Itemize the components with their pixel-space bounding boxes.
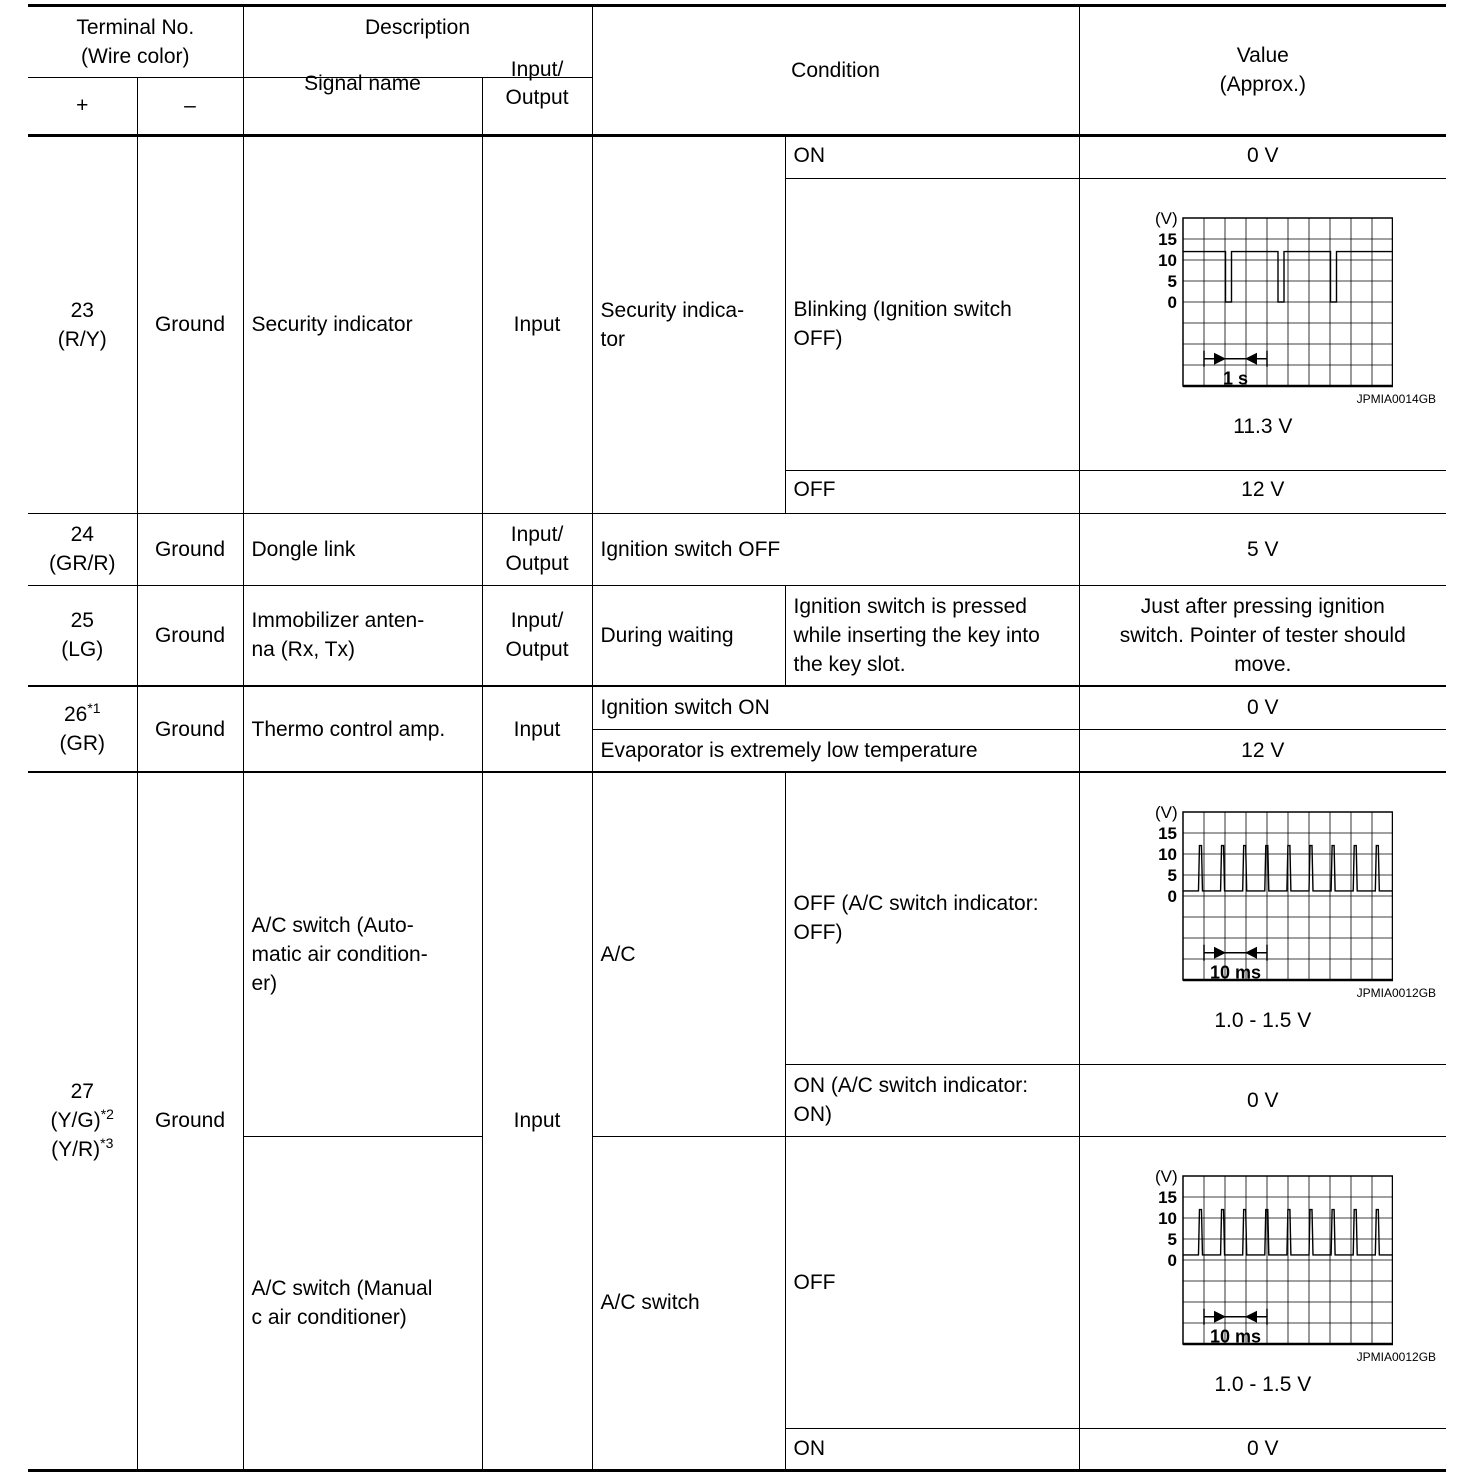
condition-text: Ignition switch OFF: [600, 537, 781, 561]
terminal-number: 25: [70, 609, 94, 633]
timebase-arrow-right: [1214, 946, 1226, 958]
condition-text-2: tor: [600, 327, 626, 351]
header-description-label: Description: [364, 16, 471, 39]
axis-unit: (V): [1154, 802, 1178, 822]
terminal-number: 24: [70, 523, 94, 546]
header-value-label: Value: [1236, 44, 1289, 68]
axis-unit: (V): [1154, 1166, 1178, 1186]
signal-name: Immobilizer anten-: [251, 609, 425, 633]
value-text: Just after pressing ignition: [1140, 594, 1385, 618]
axis-tick-label: 15: [1157, 1187, 1177, 1207]
header-io-label-2: Output: [505, 85, 569, 109]
value-text: 5 V: [1247, 537, 1279, 561]
cell-io: [482, 772, 592, 1470]
cell-terminal-23: [28, 135, 137, 513]
cell-value: [1079, 135, 1446, 178]
timebase-arrow-right: [1214, 1310, 1226, 1322]
sub-condition-on: ON: [793, 143, 826, 167]
terminal-number: 23: [70, 298, 94, 322]
value-auto-on: 0 V: [1247, 1088, 1279, 1112]
ground-label: Ground: [154, 623, 226, 647]
terminal-number: 27: [70, 1080, 94, 1104]
sub-condition-text-2: while inserting the key into: [793, 623, 1040, 647]
terminal-footnote: *1: [87, 700, 101, 716]
wire-color-text-2: (Y/R): [51, 1138, 101, 1162]
condition-text: Ignition switch ON: [600, 696, 770, 720]
io-label: Input/: [510, 523, 564, 546]
signal-name-3: er): [251, 971, 278, 995]
waveform-security: [1080, 208, 1447, 441]
cell-waveform-security: [1079, 178, 1446, 470]
cell-signal-name: [243, 135, 482, 513]
waveform-ac-manual: [1080, 1166, 1447, 1399]
axis-tick-label: 15: [1157, 823, 1177, 843]
cell-value-manual-on: [1079, 1428, 1446, 1470]
wire-color: (LG): [61, 638, 104, 662]
header-plus: [28, 78, 137, 136]
axis-tick-label: 10: [1157, 844, 1177, 864]
io-label: Input: [513, 717, 561, 741]
value-text: 12 V: [1241, 738, 1285, 762]
ground-label: Ground: [154, 313, 226, 336]
wire-footnote: *2: [100, 1106, 114, 1123]
cell-terminal-26: [28, 686, 137, 772]
cell-signal-name: [243, 585, 482, 686]
waveform-ac-auto-graph: [1133, 802, 1393, 992]
axis-tick-label: 0: [1167, 1250, 1177, 1270]
cell-condition: [592, 686, 1079, 729]
cell-sub-condition-off: [785, 470, 1079, 513]
cell-condition-2: [592, 729, 1079, 772]
condition-text: Security indica-: [600, 298, 745, 322]
cell-io: [482, 686, 592, 772]
signal-name: Dongle link: [251, 537, 356, 561]
cell-condition-auto: [592, 772, 785, 1136]
condition-text: A/C switch: [600, 1291, 700, 1314]
value-manual-off: 1.0 - 1.5 V: [1214, 1372, 1312, 1396]
cell-condition: [592, 135, 785, 513]
signal-name-2: c air conditioner): [251, 1305, 407, 1329]
cell-sub-condition: [785, 585, 1079, 686]
io-label: Input: [513, 313, 561, 336]
cell-sub-condition-auto-off: [785, 772, 1079, 1064]
sub-condition-text: OFF: [793, 1270, 836, 1294]
header-plus-label: +: [76, 94, 89, 117]
cell-ground: [137, 513, 243, 585]
signal-name-2: matic air condition-: [251, 942, 428, 966]
signal-name: Security indicator: [251, 313, 413, 336]
condition-text: Evaporator is extremely low temperature: [600, 738, 978, 762]
cell-sub-condition-auto-on: [785, 1064, 1079, 1136]
sub-condition-off: OFF: [793, 477, 836, 501]
timebase-arrow-left: [1245, 1310, 1257, 1322]
header-terminal-no: [28, 6, 243, 78]
cell-sub-condition-manual-off: [785, 1136, 1079, 1428]
timebase-arrow-left: [1245, 946, 1257, 958]
axis-tick-label: 10: [1157, 250, 1177, 270]
figure-id: JPMIA0012GB: [1356, 1349, 1437, 1364]
wire-color-text: (Y/G): [50, 1109, 101, 1133]
cell-condition-manual: [592, 1136, 785, 1470]
sub-condition-text-2: OFF): [793, 921, 843, 945]
figure-id: JPMIA0014GB: [1356, 391, 1437, 406]
cell-value-2: [1079, 729, 1446, 772]
cell-value: [1079, 585, 1446, 686]
signal-name: A/C switch (Manual: [251, 1276, 433, 1300]
signal-name: Thermo control amp.: [251, 717, 446, 741]
axis-tick-label: 10: [1157, 1208, 1177, 1228]
timebase-label: 1 s: [1222, 368, 1248, 389]
wire-footnote-2: *3: [100, 1135, 114, 1152]
sub-condition-blinking-2: OFF): [793, 327, 843, 350]
value-text-2: switch. Pointer of tester should: [1119, 623, 1406, 647]
cell-ground: [137, 135, 243, 513]
condition-text: A/C: [600, 942, 636, 966]
sub-condition-text-3: the key slot.: [793, 652, 906, 676]
value-blinking: 11.3 V: [1233, 414, 1293, 438]
header-signal-name-label: Signal name: [304, 72, 421, 95]
value-off: 12 V: [1241, 477, 1285, 501]
wire-color: (R/Y): [57, 327, 107, 351]
value-text: 0 V: [1247, 696, 1279, 720]
cell-ground: [137, 772, 243, 1470]
header-condition-label: Condition: [791, 58, 880, 82]
condition-text: During waiting: [600, 623, 734, 647]
cell-terminal-24: [28, 513, 137, 585]
cell-ground: [137, 686, 243, 772]
axis-tick-label: 5: [1167, 1229, 1177, 1249]
terminal-number: [36, 700, 129, 729]
cell-signal-name: [243, 513, 482, 585]
cell-sub-condition-blinking: [785, 178, 1079, 470]
axis-tick-label: 15: [1157, 229, 1177, 249]
value-on: 0 V: [1247, 143, 1279, 167]
axis-unit: (V): [1154, 208, 1178, 228]
io-label: Input: [513, 1109, 561, 1133]
ground-label: Ground: [154, 717, 226, 741]
terminal-spec-table: [28, 4, 1446, 1472]
cell-value: [1079, 513, 1446, 585]
value-text-3: move.: [1234, 652, 1292, 676]
cell-value-auto-on: [1079, 1064, 1446, 1136]
cell-io: [482, 513, 592, 585]
terminal-number-text: 26: [63, 703, 88, 726]
header-io-label-1: Input/: [510, 57, 564, 81]
wire-color: (GR): [59, 732, 105, 755]
sub-condition-text: OFF (A/C switch indicator:: [793, 892, 1039, 916]
timebase-arrow-right: [1214, 352, 1226, 364]
cell-io: [482, 585, 592, 686]
io-label-2: Output: [505, 552, 569, 575]
value-auto-off: 1.0 - 1.5 V: [1214, 1008, 1312, 1032]
cell-value: [1079, 686, 1446, 729]
ground-label: Ground: [154, 537, 226, 561]
header-minus: [137, 78, 243, 136]
axis-tick-label: 5: [1167, 271, 1177, 291]
figure-id: JPMIA0012GB: [1356, 985, 1437, 1000]
row-terminal-26: [28, 686, 1446, 729]
header-wire-color-label: (Wire color): [81, 45, 190, 68]
header-minus-label: –: [184, 94, 196, 117]
cell-ground: [137, 585, 243, 686]
cell-sub-condition: [785, 135, 1079, 178]
waveform-security-graph: [1133, 208, 1393, 398]
cell-io: [482, 135, 592, 513]
signal-name: A/C switch (Auto-: [251, 913, 414, 937]
cell-terminal-25: [28, 585, 137, 686]
header-condition: [592, 6, 1079, 136]
ground-label: Ground: [154, 1109, 226, 1133]
row-terminal-27: [28, 772, 1446, 1064]
sub-condition-text: ON (A/C switch indicator:: [793, 1074, 1029, 1097]
signal-name-2: na (Rx, Tx): [251, 638, 355, 662]
cell-value-off: [1079, 470, 1446, 513]
axis-tick-label: 5: [1167, 865, 1177, 885]
timebase-arrow-left: [1245, 352, 1257, 364]
cell-signal-name-manual: [243, 1136, 482, 1470]
axis-tick-label: 0: [1167, 886, 1177, 906]
value-manual-on: 0 V: [1247, 1437, 1279, 1460]
row-terminal-25: [28, 585, 1446, 686]
io-label-2: Output: [505, 638, 569, 662]
cell-signal-name-auto: [243, 772, 482, 1136]
cell-condition: [592, 513, 1079, 585]
sub-condition-text: ON: [793, 1437, 826, 1460]
cell-terminal-27: [28, 772, 137, 1470]
sub-condition-text-2: ON): [793, 1103, 833, 1126]
cell-signal-name: [243, 686, 482, 772]
cell-condition: [592, 585, 785, 686]
cell-waveform-ac-manual: [1079, 1136, 1446, 1428]
wire-color: (GR/R): [49, 552, 116, 575]
header-io: [482, 56, 592, 114]
row-terminal-23: [28, 135, 1446, 178]
timebase-label: 10 ms: [1209, 962, 1261, 983]
waveform-ac-manual-graph: [1133, 1166, 1393, 1356]
header-terminal-label: Terminal No.: [76, 16, 195, 39]
timebase-label: 10 ms: [1209, 1326, 1261, 1347]
header-value: [1079, 6, 1446, 136]
header-approx-label: (Approx.): [1219, 73, 1306, 97]
sub-condition-blinking: Blinking (Ignition switch: [793, 298, 1012, 321]
axis-tick-label: 0: [1167, 292, 1177, 312]
cell-waveform-ac-auto: [1079, 772, 1446, 1064]
header-signal-name: [243, 56, 482, 114]
io-label: Input/: [510, 609, 564, 633]
sub-condition-text: Ignition switch is pressed: [793, 594, 1027, 618]
wire-color-2: [36, 1135, 129, 1164]
cell-sub-condition-manual-on: [785, 1428, 1079, 1470]
waveform-ac-auto: [1080, 802, 1447, 1035]
row-terminal-24: [28, 513, 1446, 585]
wire-color: [36, 1106, 129, 1135]
